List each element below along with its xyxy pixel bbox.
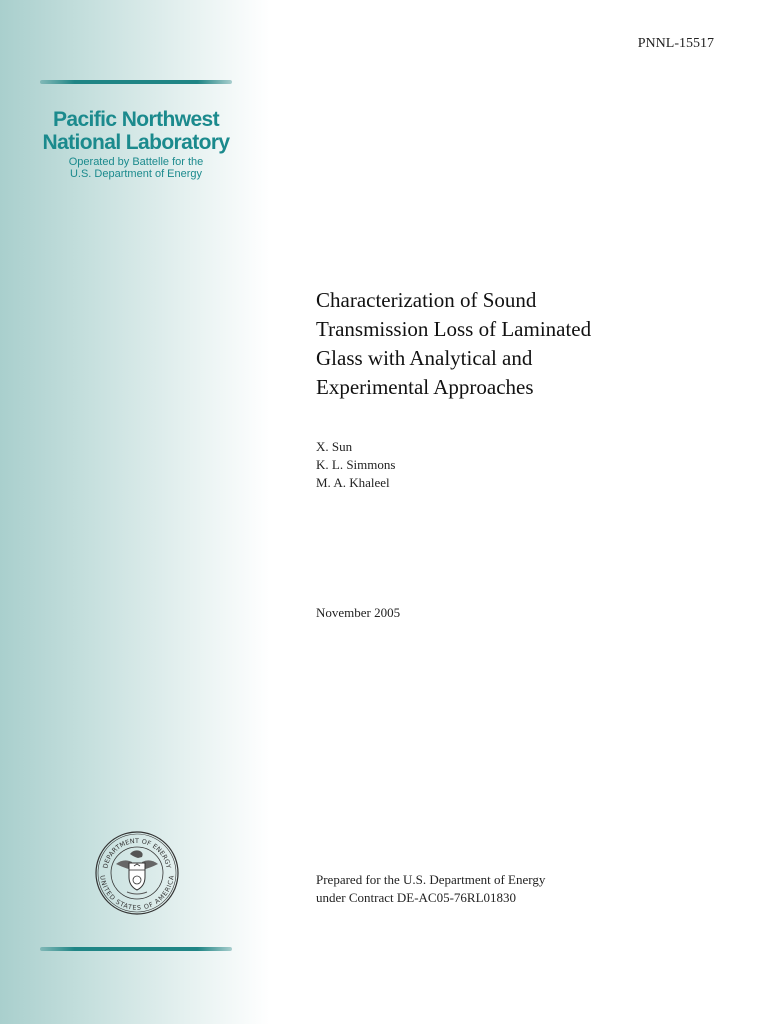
report-title (316, 286, 646, 402)
prepared-for-statement (316, 871, 545, 907)
seal-text-top: DEPARTMENT OF ENERGY (101, 836, 173, 870)
top-divider-rule (40, 80, 232, 84)
prepared-line: Prepared for the U.S. Department of Energy (316, 872, 546, 887)
title-line: Glass with Analytical and (316, 346, 533, 370)
lab-name-line1: Pacific Northwest (52, 108, 219, 131)
author-name: X. Sun (316, 439, 353, 454)
doe-seal-icon (94, 830, 180, 916)
author-name: M. A. Khaleel (316, 475, 390, 490)
publication-date: November 2005 (316, 605, 401, 620)
lab-logo (40, 108, 232, 180)
bottom-divider-rule (40, 947, 232, 951)
title-line: Characterization of Sound (316, 288, 537, 312)
author-list (316, 438, 395, 492)
lab-name-line2: National Laboratory (42, 131, 230, 154)
prepared-line: under Contract DE-AC05-76RL01830 (316, 890, 517, 905)
title-line: Transmission Loss of Laminated (316, 317, 592, 341)
seal-text-bottom: UNITED STATES OF AMERICA (98, 874, 176, 912)
title-line: Experimental Approaches (316, 375, 534, 399)
report-number: PNNL-15517 (637, 36, 714, 51)
lab-subtitle-line1: Operated by Battelle for the (68, 156, 204, 168)
author-name: K. L. Simmons (316, 457, 396, 472)
lab-subtitle-line2: U.S. Department of Energy (69, 168, 203, 180)
